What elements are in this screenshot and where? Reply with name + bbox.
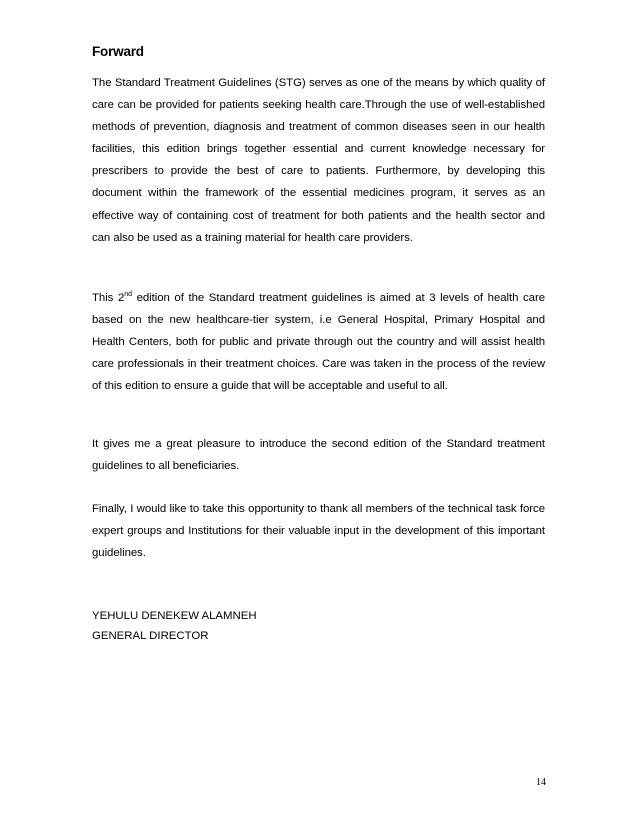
paragraph-introduce: It gives me a great pleasure to introduce the second edition of the Standard treatment guidelines to all beneficiaries. <box>92 438 545 473</box>
signatory-name: YEHULU DENEKEW ALAMNEH <box>92 610 257 622</box>
paragraph-thanks: Finally, I would like to take this opportunity to thank all members of the technical task force expert groups and Institutions for their valuable input in the development of this important guidelines. <box>92 503 545 560</box>
signatory-title: GENERAL DIRECTOR <box>92 630 209 642</box>
paragraph-edition-rest: edition of the Standard treatment guidelines is aimed at 3 levels of health care based on the new healthcare-tier system, i.e General Hospital, Primary Hospital and Health Centers, both for public and private through out the country and will assist health care professionals in their treatment choices. Care was taken in the process of the review of this edition to ensure a guide that will be acceptable and useful to all. <box>92 292 545 393</box>
page-number: 14 <box>536 777 546 788</box>
ordinal-superscript: nd <box>124 291 132 299</box>
document-page <box>92 0 545 826</box>
page-title: Forward <box>92 44 144 59</box>
paragraph-intro: The Standard Treatment Guidelines (STG) serves as one of the means by which quality of care can be provided for patients seeking health care.Through the use of well-established methods of prevention, diagnosis and treatment of common diseases seen in our health facilities, this edition brings together essential and current knowledge necessary for prescribers to provide the best of care to patients. Furthermore, by developing this document within the framework of the essential medicines program, it serves as an effective way of containing cost of treatment for both patients and the health sector and can also be used as a training material for health care providers. <box>92 77 545 244</box>
paragraph-edition-start: This 2 <box>92 292 125 304</box>
paragraph-edition <box>92 287 545 397</box>
